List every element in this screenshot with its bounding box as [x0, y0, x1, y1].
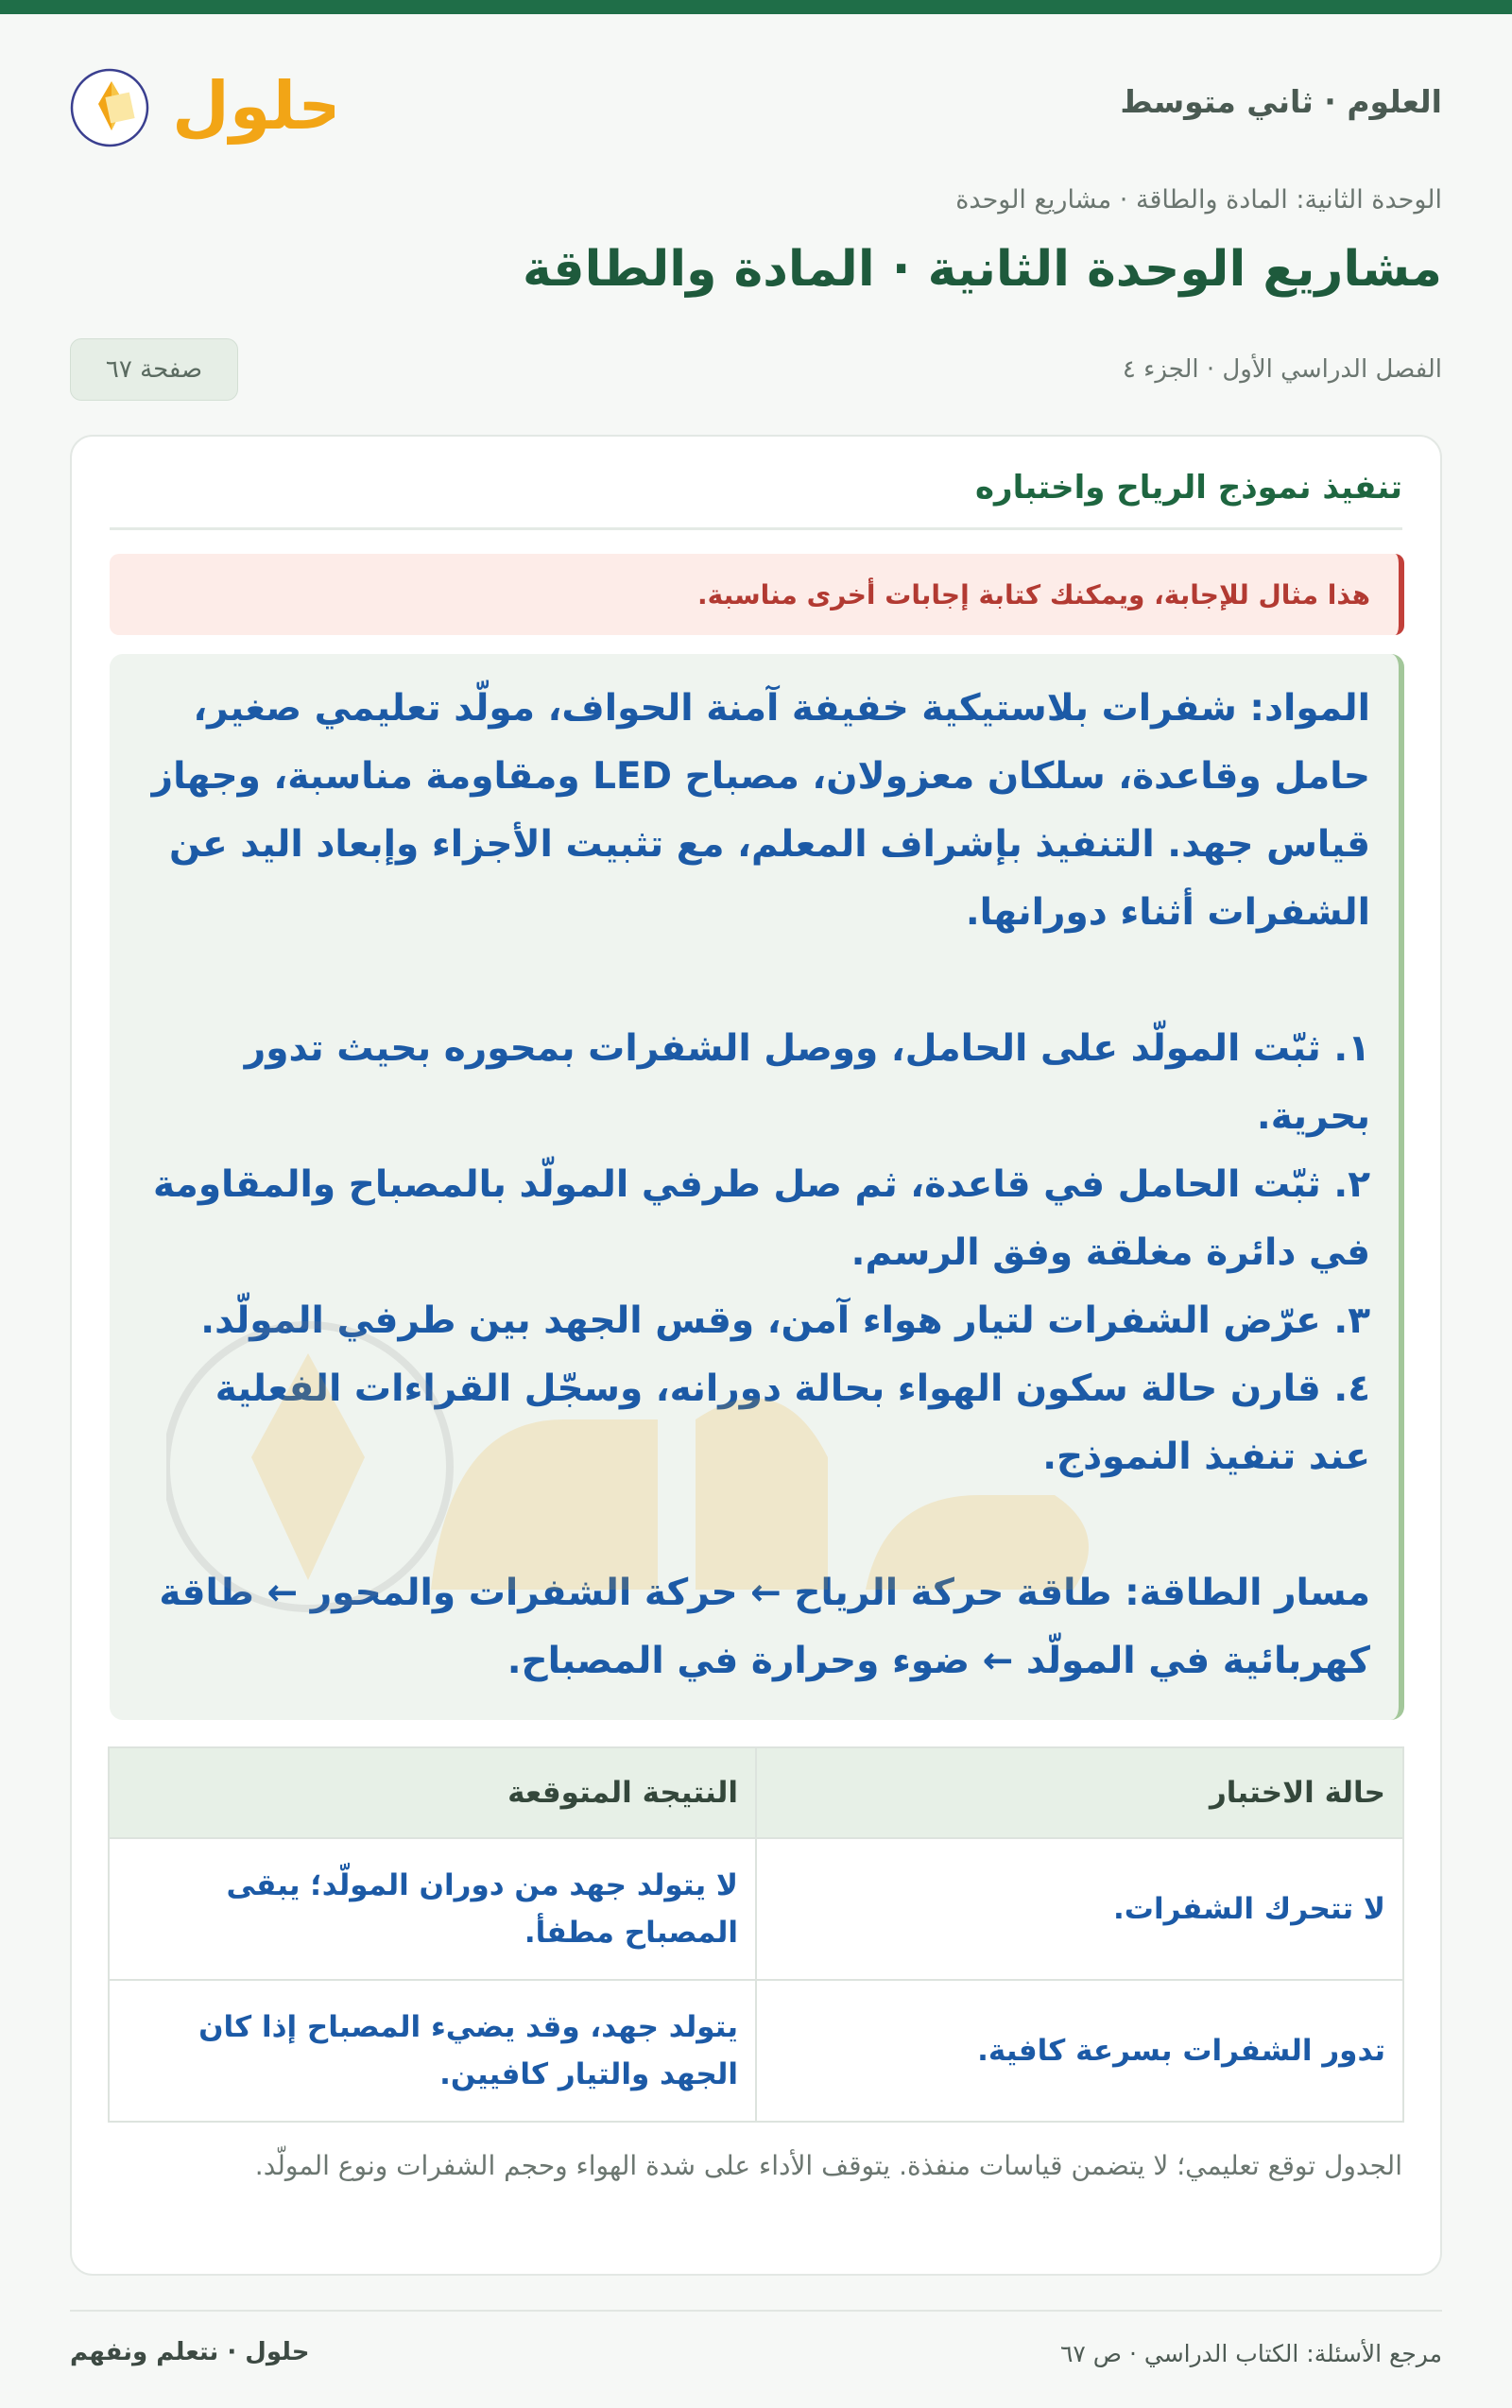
table-header-cell: النتيجة المتوقعة: [109, 1747, 756, 1838]
example-answer-note: [110, 554, 1404, 635]
table-cell: تدور الشفرات بسرعة كافية.: [756, 1980, 1403, 2122]
card-divider: [110, 527, 1402, 530]
subject-label: العلوم · ثاني متوسط: [1120, 83, 1442, 120]
page-header: [70, 49, 1442, 153]
example-answer-note-text: هذا مثال للإجابة، ويمكنك كتابة إجابات أخرى مناسبة.: [697, 578, 1370, 611]
step-item: ٢. ثبّت الحامل في قاعدة، ثم صل طرفي المولّد بالمصباح والمقاومة في دائرة مغلقة وفق الرسم.: [153, 1163, 1370, 1274]
table-cell: يتولد جهد، وقد يضيء المصباح إذا كان الجهد والتيار كافيين.: [109, 1980, 756, 2122]
table-row: [109, 1980, 1403, 2122]
table-cell: لا تتحرك الشفرات.: [756, 1838, 1403, 1980]
table-row: [109, 1838, 1403, 1980]
answer-box: [110, 654, 1404, 1720]
step-item: ٣. عرّض الشفرات لتيار هواء آمن، وقس الجهد بين طرفي المولّد.: [200, 1299, 1370, 1342]
card-title: تنفيذ نموذج الرياح واختباره: [974, 469, 1402, 507]
footer-brand: حلول · نتعلم ونفهم: [70, 2338, 310, 2366]
table-header-cell: حالة الاختبار: [756, 1747, 1403, 1838]
materials-text: المواد: شفرات بلاستيكية خفيفة آمنة الحواف، مولّد تعليمي صغير، حامل وقاعدة، سلكان معزولان، مصباح LED ومقاومة مناسبة، وجهاز قياس جهد. التنفيذ بإشراف المعلم، مع تثبيت الأجزاء وإبعاد اليد عن الشفرات أثناء دورانها.: [151, 687, 1370, 934]
footer-divider: [70, 2310, 1442, 2312]
breadcrumb: الوحدة الثانية: المادة والطاقة · مشاريع الوحدة: [955, 185, 1442, 215]
logo-icon: [70, 49, 335, 153]
table-header-row: [109, 1747, 1403, 1838]
solution-card: [70, 435, 1442, 2276]
step-item: ١. ثبّت المولّد على الحامل، ووصل الشفرات بمحوره بحيث تدور بحرية.: [244, 1027, 1370, 1138]
results-table: [108, 1746, 1404, 2123]
semester-label: الفصل الدراسي الأول · الجزء ٤: [1122, 355, 1442, 384]
page-title: مشاريع الوحدة الثانية · المادة والطاقة: [523, 241, 1442, 298]
step-item: ٤. قارن حالة سكون الهواء بحالة دورانه، وسجّل القراءات الفعلية عند تنفيذ النموذج.: [215, 1367, 1370, 1478]
top-accent-bar: [0, 0, 1512, 14]
logo[interactable]: [70, 49, 335, 153]
page-number-badge: صفحة ٦٧: [70, 338, 238, 401]
footer-reference: مرجع الأسئلة: الكتاب الدراسي · ص ٦٧: [1059, 2340, 1442, 2367]
table-cell: لا يتولد جهد من دوران المولّد؛ يبقى المصباح مطفأ.: [109, 1838, 756, 1980]
logo-text: حلول: [172, 67, 335, 145]
table-footnote: الجدول توقع تعليمي؛ لا يتضمن قياسات منفذة. يتوقف الأداء على شدة الهواء وحجم الشفرات ونوع المولّد.: [254, 2150, 1402, 2181]
energy-path-text: مسار الطاقة: طاقة حركة الرياح ← حركة الشفرات والمحور ← طاقة كهربائية في المولّد ← ضوء وحرارة في المصباح.: [159, 1572, 1370, 1682]
